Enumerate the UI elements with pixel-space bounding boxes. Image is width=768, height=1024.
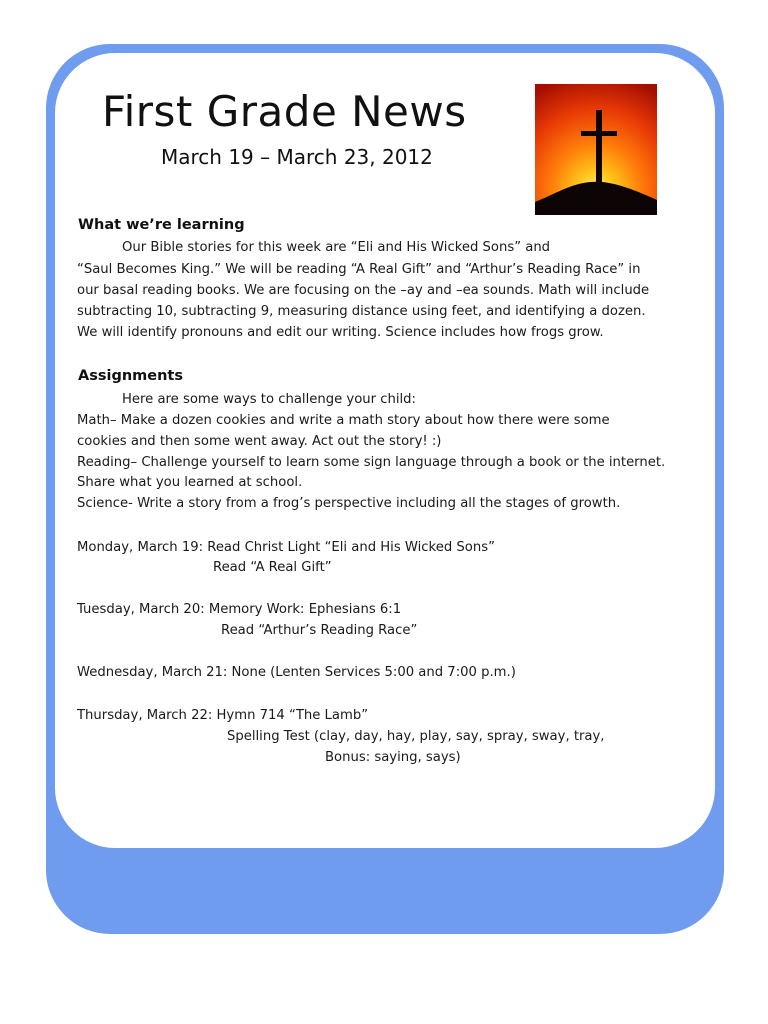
schedule-monday-detail: Read “A Real Gift” xyxy=(213,560,332,575)
schedule-monday: Monday, March 19: Read Christ Light “Eli and His Wicked Sons” xyxy=(77,540,495,555)
assignments-line: Science- Write a story from a frog’s perspective including all the stages of growth. xyxy=(77,496,621,511)
assignments-line: Math– Make a dozen cookies and write a math story about how there were some xyxy=(77,413,610,428)
assignments-line: cookies and then some went away. Act out the story! :) xyxy=(77,434,442,449)
cross-on-hill-sunset-photo xyxy=(535,84,657,215)
learning-line: “Saul Becomes King.” We will be reading “A Real Gift” and “Arthur’s Reading Race” in xyxy=(77,262,641,277)
schedule-tuesday: Tuesday, March 20: Memory Work: Ephesians 6:1 xyxy=(77,602,402,617)
assignments-heading: Assignments xyxy=(78,368,183,384)
learning-line: subtracting 10, subtracting 9, measuring distance using feet, and identifying a dozen. xyxy=(77,304,646,319)
schedule-thursday-detail: Spelling Test (clay, day, hay, play, say, spray, sway, tray, xyxy=(227,729,605,744)
schedule-wednesday: Wednesday, March 21: None (Lenten Services 5:00 and 7:00 p.m.) xyxy=(77,665,516,680)
assignments-line: Reading– Challenge yourself to learn some sign language through a book or the internet. xyxy=(77,455,666,470)
newsletter-title: First Grade News xyxy=(102,87,467,136)
schedule-tuesday-detail: Read “Arthur’s Reading Race” xyxy=(221,623,418,638)
assignments-line: Here are some ways to challenge your child: xyxy=(122,392,417,407)
schedule-thursday: Thursday, March 22: Hymn 714 “The Lamb” xyxy=(77,708,369,723)
assignments-line: Share what you learned at school. xyxy=(77,475,303,490)
learning-line: We will identify pronouns and edit our writing. Science includes how frogs grow. xyxy=(77,325,604,340)
learning-line: Our Bible stories for this week are “Eli and His Wicked Sons” and xyxy=(122,240,551,255)
learning-heading: What we’re learning xyxy=(78,217,245,233)
date-range: March 19 – March 23, 2012 xyxy=(161,145,433,169)
learning-line: our basal reading books. We are focusing on the –ay and –ea sounds. Math will include xyxy=(77,283,650,298)
schedule-thursday-bonus: Bonus: saying, says) xyxy=(325,750,461,765)
